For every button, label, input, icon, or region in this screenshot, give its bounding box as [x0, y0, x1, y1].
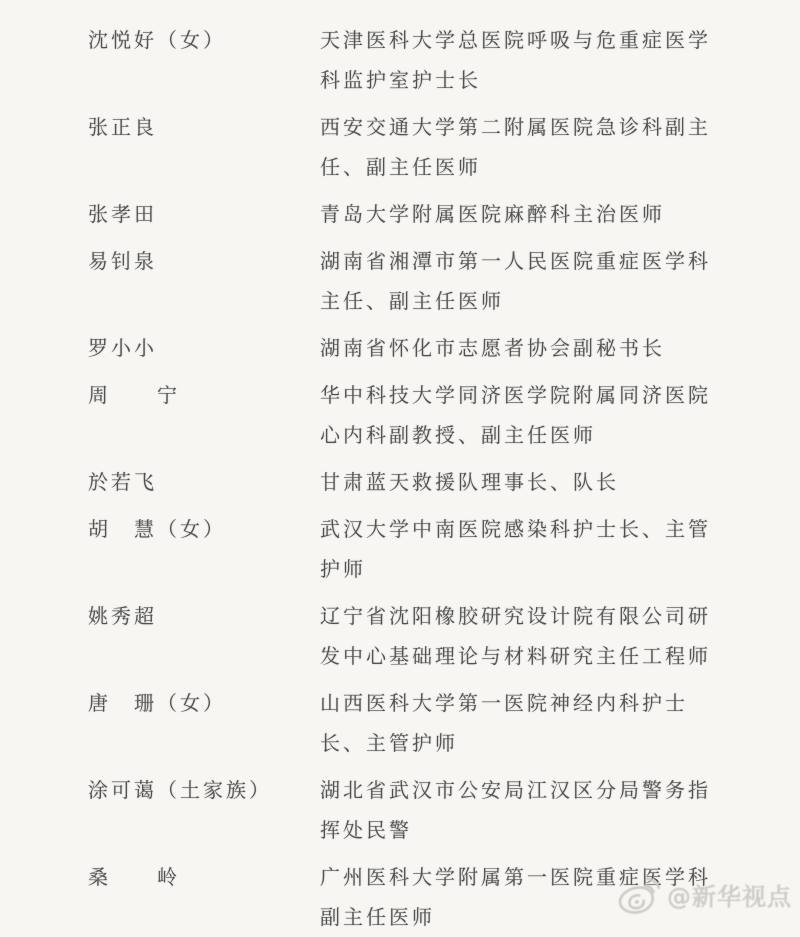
person-title: 青岛大学附属医院麻醉科主治医师 [320, 202, 665, 226]
watermark-text: @新华视点 [667, 883, 792, 911]
list-item [88, 596, 800, 676]
person-title: 山西医科大学第一医院神经内科护士长、主管护师 [320, 691, 688, 755]
person-title: 辽宁省沈阳橡胶研究设计院有限公司研发中心基础理论与材料研究主任工程师 [320, 604, 711, 668]
person-name: 姚秀超 [88, 604, 157, 628]
list-item [88, 194, 800, 234]
person-name: 於若飞 [88, 470, 157, 494]
person-name: 罗小小 [88, 336, 157, 360]
list-item [88, 241, 800, 321]
person-name: 唐 珊（女） [88, 691, 226, 715]
person-title: 甘肃蓝天救援队理事长、队长 [320, 470, 619, 494]
person-title: 华中科技大学同济医学院附属同济医院心内科副教授、副主任医师 [320, 383, 711, 447]
person-name: 沈悦好（女） [88, 28, 226, 52]
list-item [88, 462, 800, 502]
list-item [88, 770, 800, 850]
person-title: 湖北省武汉市公安局江汉区分局警务指挥处民警 [320, 778, 711, 842]
person-title: 天津医科大学总医院呼吸与危重症医学科监护室护士长 [320, 28, 711, 92]
list-item [88, 328, 800, 368]
list-item [88, 20, 800, 100]
watermark [616, 877, 792, 917]
person-name: 胡 慧（女） [88, 517, 226, 541]
person-name: 周 宁 [88, 383, 180, 407]
person-name: 张孝田 [88, 202, 157, 226]
list-item [88, 509, 800, 589]
person-name: 桑 岭 [88, 865, 180, 889]
person-name: 易钊泉 [88, 249, 157, 273]
person-title: 西安交通大学第二附属医院急诊科副主任、副主任医师 [320, 115, 711, 179]
list-item [88, 375, 800, 455]
list-item [88, 107, 800, 187]
list-item [88, 683, 800, 763]
person-title: 武汉大学中南医院感染科护士长、主管护师 [320, 517, 711, 581]
person-title: 广州医科大学附属第一医院重症医学科副主任医师 [320, 865, 711, 929]
person-title: 湖南省怀化市志愿者协会副秘书长 [320, 336, 665, 360]
person-name: 张正良 [88, 115, 157, 139]
person-title: 湖南省湘潭市第一人民医院重症医学科主任、副主任医师 [320, 249, 711, 313]
person-name: 涂可蔼（土家族） [88, 778, 272, 802]
weibo-icon [616, 877, 662, 917]
